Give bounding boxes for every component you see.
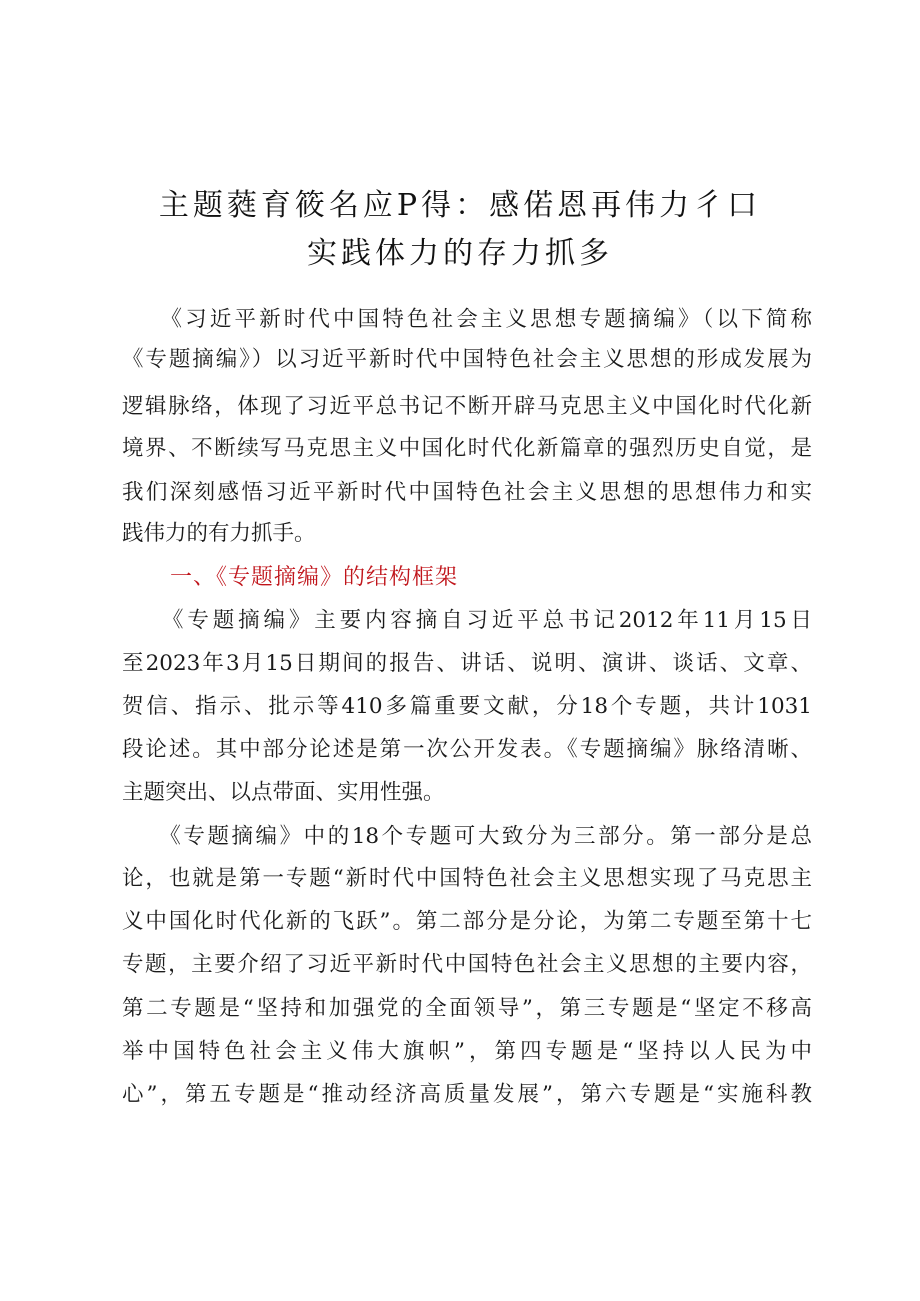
document-title-line-2: 实践体力的存力抓多 <box>307 236 613 271</box>
text-line: 《专题摘编》主要内容摘自习近平总书记2012年11月15日 <box>122 608 812 633</box>
text-line: 第二专题是“坚持和加强党的全面领导”，第三专题是“坚定不移高 <box>122 996 812 1021</box>
text-line: 贺信、指示、批示等410多篇重要文献，分18个专题，共计1031 <box>122 694 812 719</box>
text-line: 至2023年3月15日期间的报告、讲话、说明、演讲、谈话、文章、 <box>122 651 812 676</box>
document-title-line-1: 主题蕤育筱名应P得：感偌恩再伟力彳口 <box>158 188 762 223</box>
text-line: 我们深刻感悟习近平新时代中国特色社会主义思想的思想伟力和实 <box>122 480 812 505</box>
text-line: 义中国化时代化新的飞跃”。第二部分是分论，为第二专题至第十七 <box>122 909 812 934</box>
text-line: 《专题摘编》）以习近平新时代中国特色社会主义思想的形成发展为 <box>122 347 812 372</box>
text-line: 境界、不断续写马克思主义中国化时代化新篇章的强烈历史自觉，是 <box>122 436 812 461</box>
text-line: 心”，第五专题是“推动经济高质量发展”，第六专题是“实施科教 <box>122 1082 812 1107</box>
text-line: 逻辑脉络，体现了习近平总书记不断开辟马克思主义中国化时代化新 <box>122 394 812 419</box>
text-line: 举中国特色社会主义伟大旗帜”，第四专题是“坚持以人民为中 <box>122 1039 812 1064</box>
text-line: 《专题摘编》中的18个专题可大致分为三部分。第一部分是总 <box>122 824 812 849</box>
text-line: 论，也就是第一专题“新时代中国特色社会主义思想实现了马克思主 <box>122 866 812 891</box>
text-line: 段论述。其中部分论述是第一次公开发表。《专题摘编》脉络清晰、 <box>122 737 812 762</box>
text-line: 主题突出、以点带面、实用性强。 <box>122 780 445 805</box>
text-line: 践伟力的有力抓手。 <box>122 521 316 546</box>
text-line: 《习近平新时代中国特色社会主义思想专题摘编》（以下简称 <box>122 307 812 332</box>
section-heading: 一、《专题摘编》的结构框架 <box>170 565 459 590</box>
text-line: 专题，主要介绍了习近平新时代中国特色社会主义思想的主要内容， <box>122 952 812 977</box>
